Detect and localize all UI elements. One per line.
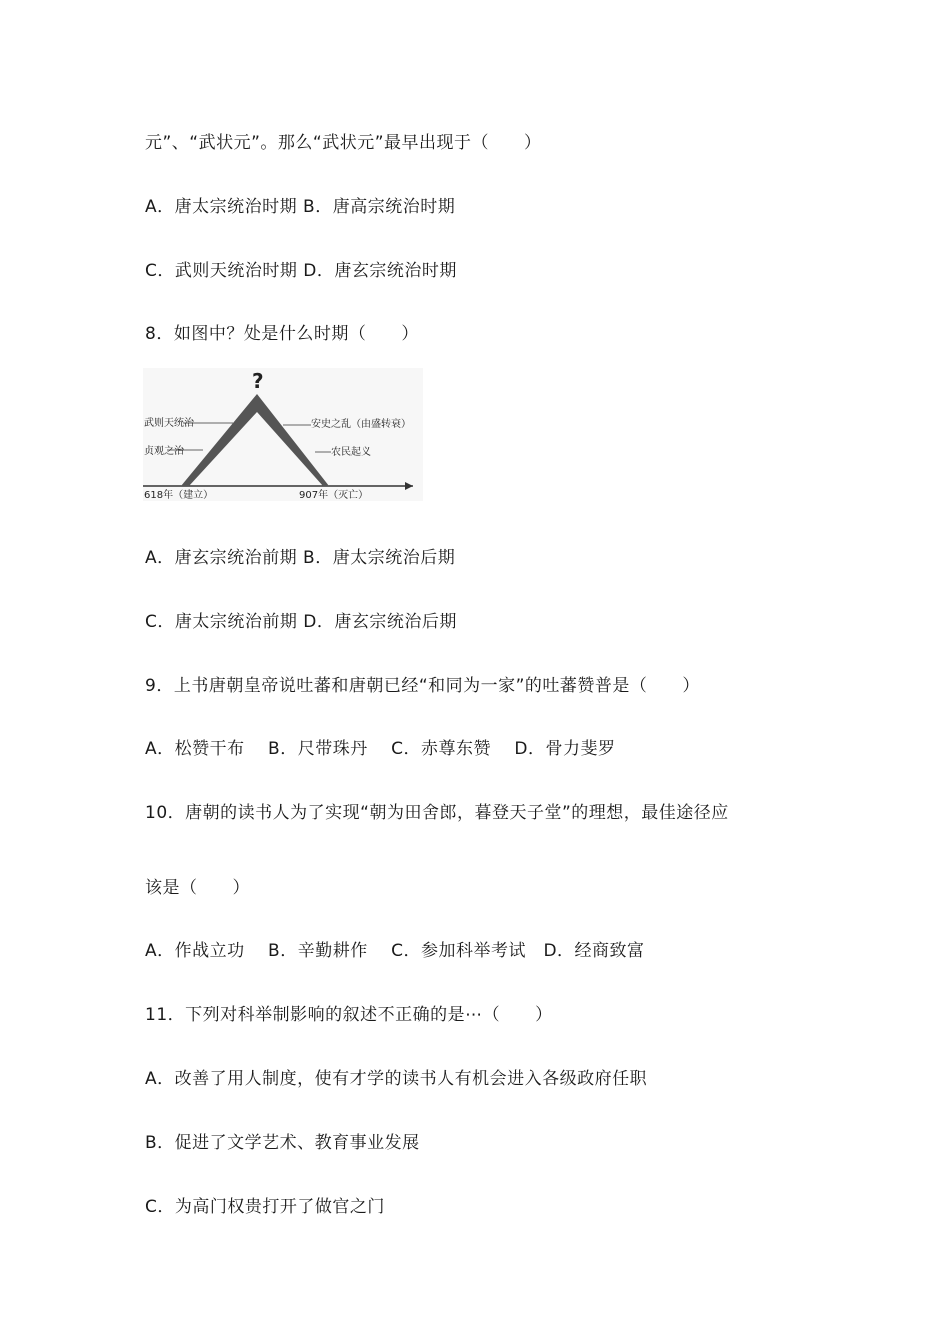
q10-stem: 10．唐朝的读书人为了实现“朝为田舍郎，暮登天子堂”的理想，最佳途径应 — [145, 803, 729, 823]
q11-stem: 11．下列对科举制影响的叙述不正确的是⋯（ ） — [145, 1005, 553, 1025]
q11-option-b: B．促进了文学艺术、教育事业发展 — [145, 1133, 420, 1153]
q8-options-cd: C．唐太宗统治前期 D．唐玄宗统治后期 — [145, 612, 457, 632]
label-peasant-uprising: 农民起义 — [331, 447, 371, 458]
rise-fall-triangle — [181, 394, 329, 486]
q7-stem-continued: 元”、“武状元”。那么“武状元”最早出现于（ ） — [145, 133, 542, 153]
label-wuzetian: 武则天统治 — [144, 418, 194, 429]
q7-options-cd: C．武则天统治时期 D．唐玄宗统治时期 — [145, 261, 457, 281]
q8-options-ab: A．唐玄宗统治前期 B．唐太宗统治后期 — [145, 548, 456, 568]
q11-option-c: C．为高门权贵打开了做官之门 — [145, 1197, 385, 1217]
label-907-fall: 907年（灭亡） — [299, 490, 369, 501]
q9-stem: 9．上书唐朝皇帝说吐蕃和唐朝已经“和同为一家”的吐蕃赞普是（ ） — [145, 676, 700, 696]
label-zhenguan: 贞观之治 — [144, 446, 184, 457]
tang-dynasty-diagram-svg — [143, 368, 423, 501]
timeline-arrow — [405, 482, 413, 490]
tang-dynasty-diagram — [143, 368, 423, 501]
q7-options-ab: A．唐太宗统治时期 B．唐高宗统治时期 — [145, 197, 456, 217]
q10-stem-continued: 该是（ ） — [145, 878, 250, 898]
peak-question-mark: ? — [252, 369, 264, 393]
label-anshi-rebellion: 安史之乱（由盛转衰） — [311, 419, 411, 430]
q8-stem: 8．如图中？处是什么时期（ ） — [145, 324, 419, 344]
q11-option-a: A．改善了用人制度，使有才学的读书人有机会进入各级政府任职 — [145, 1069, 648, 1089]
q9-options: A．松赞干布 B．尺带珠丹 C．赤尊东赞 D．骨力斐罗 — [145, 739, 616, 759]
label-618-founding: 618年（建立） — [144, 490, 214, 501]
q10-options: A．作战立功 B．辛勤耕作 C．参加科举考试 D．经商致富 — [145, 941, 645, 961]
